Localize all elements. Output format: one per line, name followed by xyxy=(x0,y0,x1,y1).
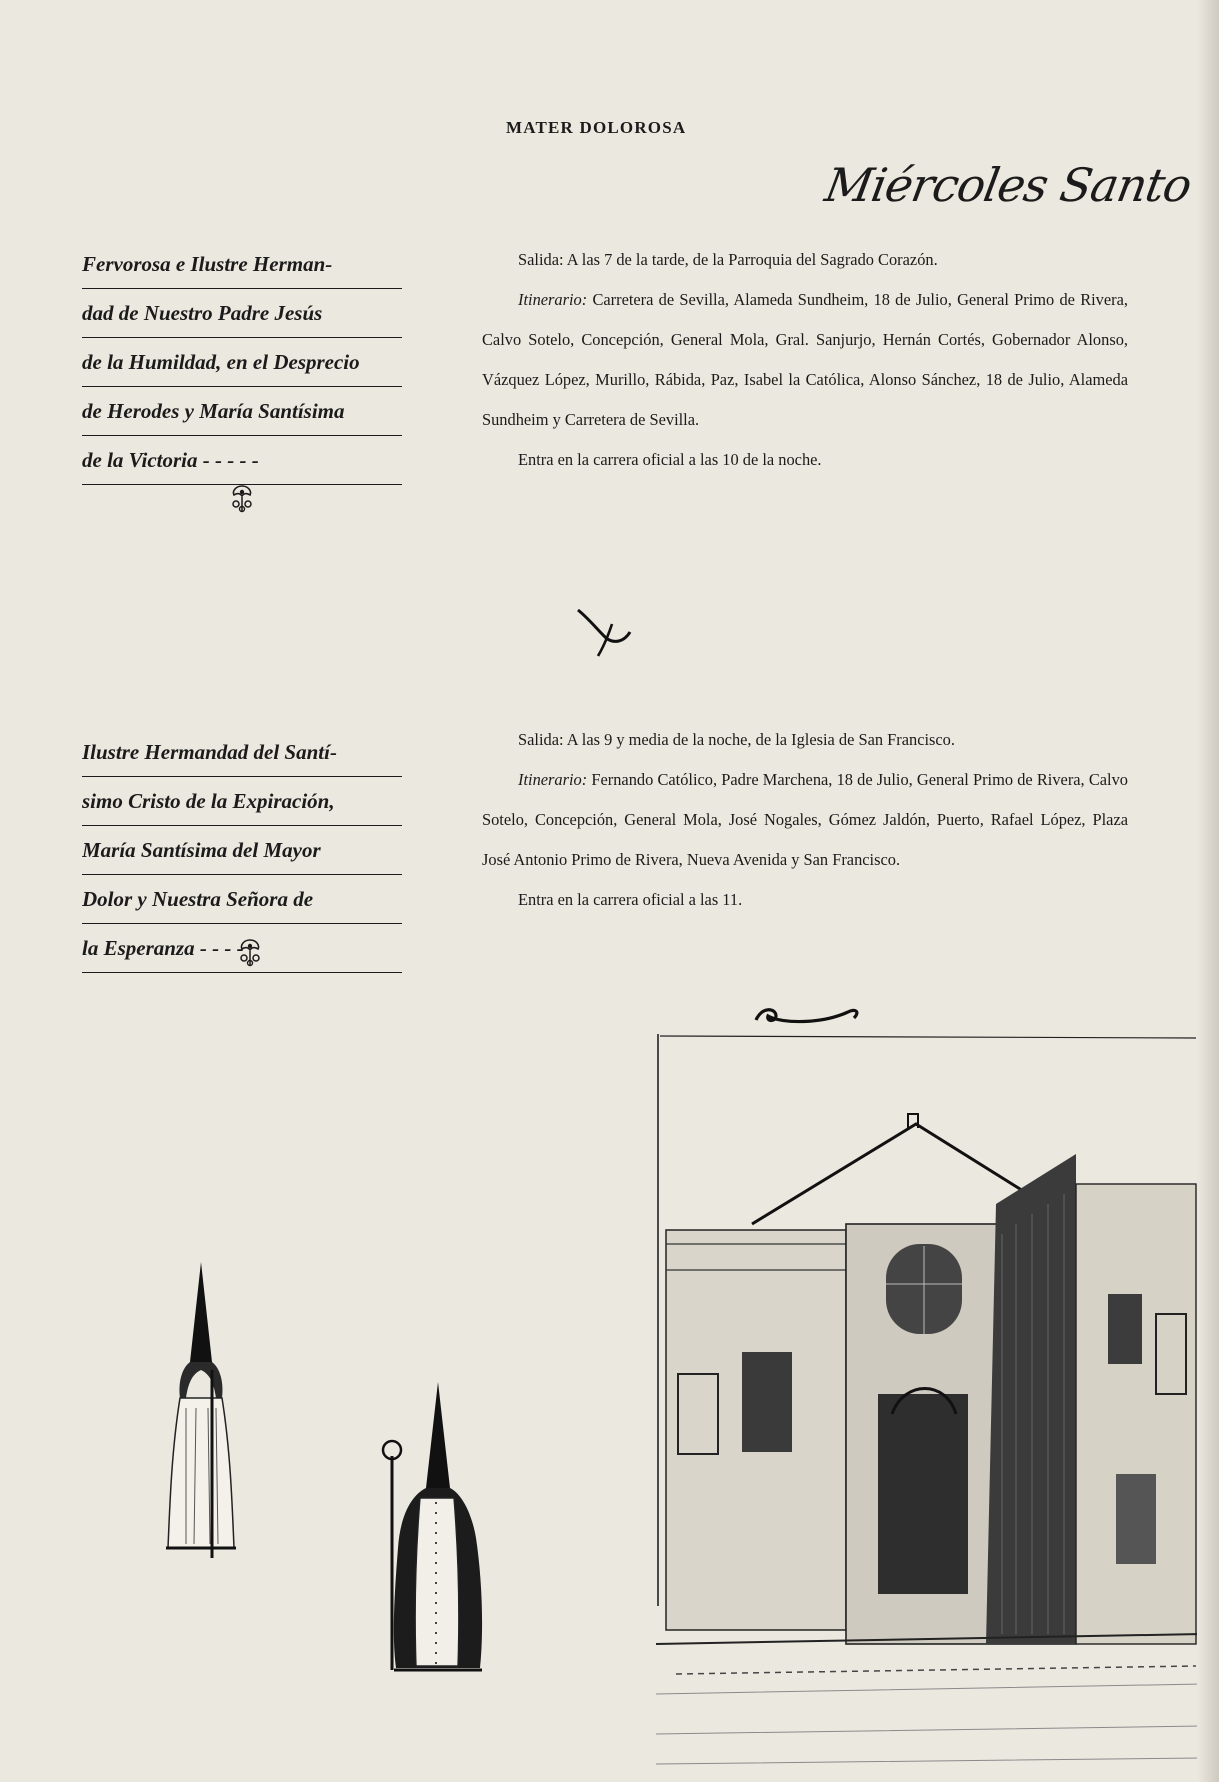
entrada-text: Entra en la carrera oficial a las 11. xyxy=(518,890,743,909)
itinerario-label: Itinerario: xyxy=(518,770,588,789)
brotherhood-1-line: Fervorosa e Ilustre Herman- xyxy=(82,240,402,289)
flourish-ornament-icon xyxy=(574,604,634,660)
brotherhood-1-name xyxy=(82,240,402,485)
brotherhood-1-line: de la Humildad, en el Desprecio xyxy=(82,338,402,387)
salida-paragraph xyxy=(482,720,1128,760)
page-header: MATER DOLOROSA xyxy=(506,118,687,137)
itinerario-text: Fernando Católico, Padre Marchena, 18 de Julio, General Primo de Rivera, Calvo Sotelo, Concepción, General Mola, José Nogales, Gómez Jaldón, Puerto, Rafael López, Plaza José Antonio Primo de Rivera, Nueva Avenida y San Francisco. xyxy=(482,770,1128,869)
itinerario-paragraph xyxy=(482,280,1128,440)
brotherhood-2-line: Dolor y Nuestra Señora de xyxy=(82,875,402,924)
nazareno-figure-icon xyxy=(374,1378,494,1674)
brotherhood-2-line: Ilustre Hermandad del Santí- xyxy=(82,728,402,777)
itinerario-label: Itinerario: xyxy=(518,290,588,309)
brotherhood-2-route xyxy=(482,720,1128,920)
brotherhood-1-line: de Herodes y María Santísima xyxy=(82,387,402,436)
brotherhood-2-line: la Esperanza - - - - xyxy=(82,924,402,973)
flourish-ornament-icon xyxy=(752,1000,864,1030)
salida-label: Salida: xyxy=(518,250,564,269)
salida-text: A las 9 y media de la noche, de la Iglesia de San Francisco. xyxy=(566,730,955,749)
day-title: Miércoles Santo xyxy=(821,158,1196,212)
church-illustration xyxy=(656,1034,1202,1774)
brotherhood-1-line: dad de Nuestro Padre Jesús xyxy=(82,289,402,338)
itinerario-paragraph xyxy=(482,760,1128,880)
brotherhood-2-line: María Santísima del Mayor xyxy=(82,826,402,875)
brotherhood-1-line: de la Victoria - - - - - xyxy=(82,436,402,485)
salida-text: A las 7 de la tarde, de la Parroquia del Sagrado Corazón. xyxy=(566,250,938,269)
entrada-text: Entra en la carrera oficial a las 10 de la noche. xyxy=(518,450,822,469)
brotherhood-2-name xyxy=(82,728,402,973)
nazareno-figure-icon xyxy=(156,1258,246,1558)
salida-paragraph xyxy=(482,240,1128,280)
brotherhood-1-route xyxy=(482,240,1128,480)
salida-label: Salida: xyxy=(518,730,564,749)
itinerario-text: Carretera de Sevilla, Alameda Sundheim, 18 de Julio, General Primo de Rivera, Calvo Sotelo, Concepción, General Mola, Gral. Sanjurjo, Hernán Cortés, Gobernador Alonso, Vázquez López, Murillo, Rábida, Paz, Isabel la Católica, Alonso Sánchez, 18 de Julio, Alameda Sundheim y Carretera de Sevilla. xyxy=(482,290,1128,429)
floral-ornament-icon xyxy=(236,938,264,968)
brotherhood-2-line: simo Cristo de la Expiración, xyxy=(82,777,402,826)
floral-ornament-icon xyxy=(228,484,256,514)
